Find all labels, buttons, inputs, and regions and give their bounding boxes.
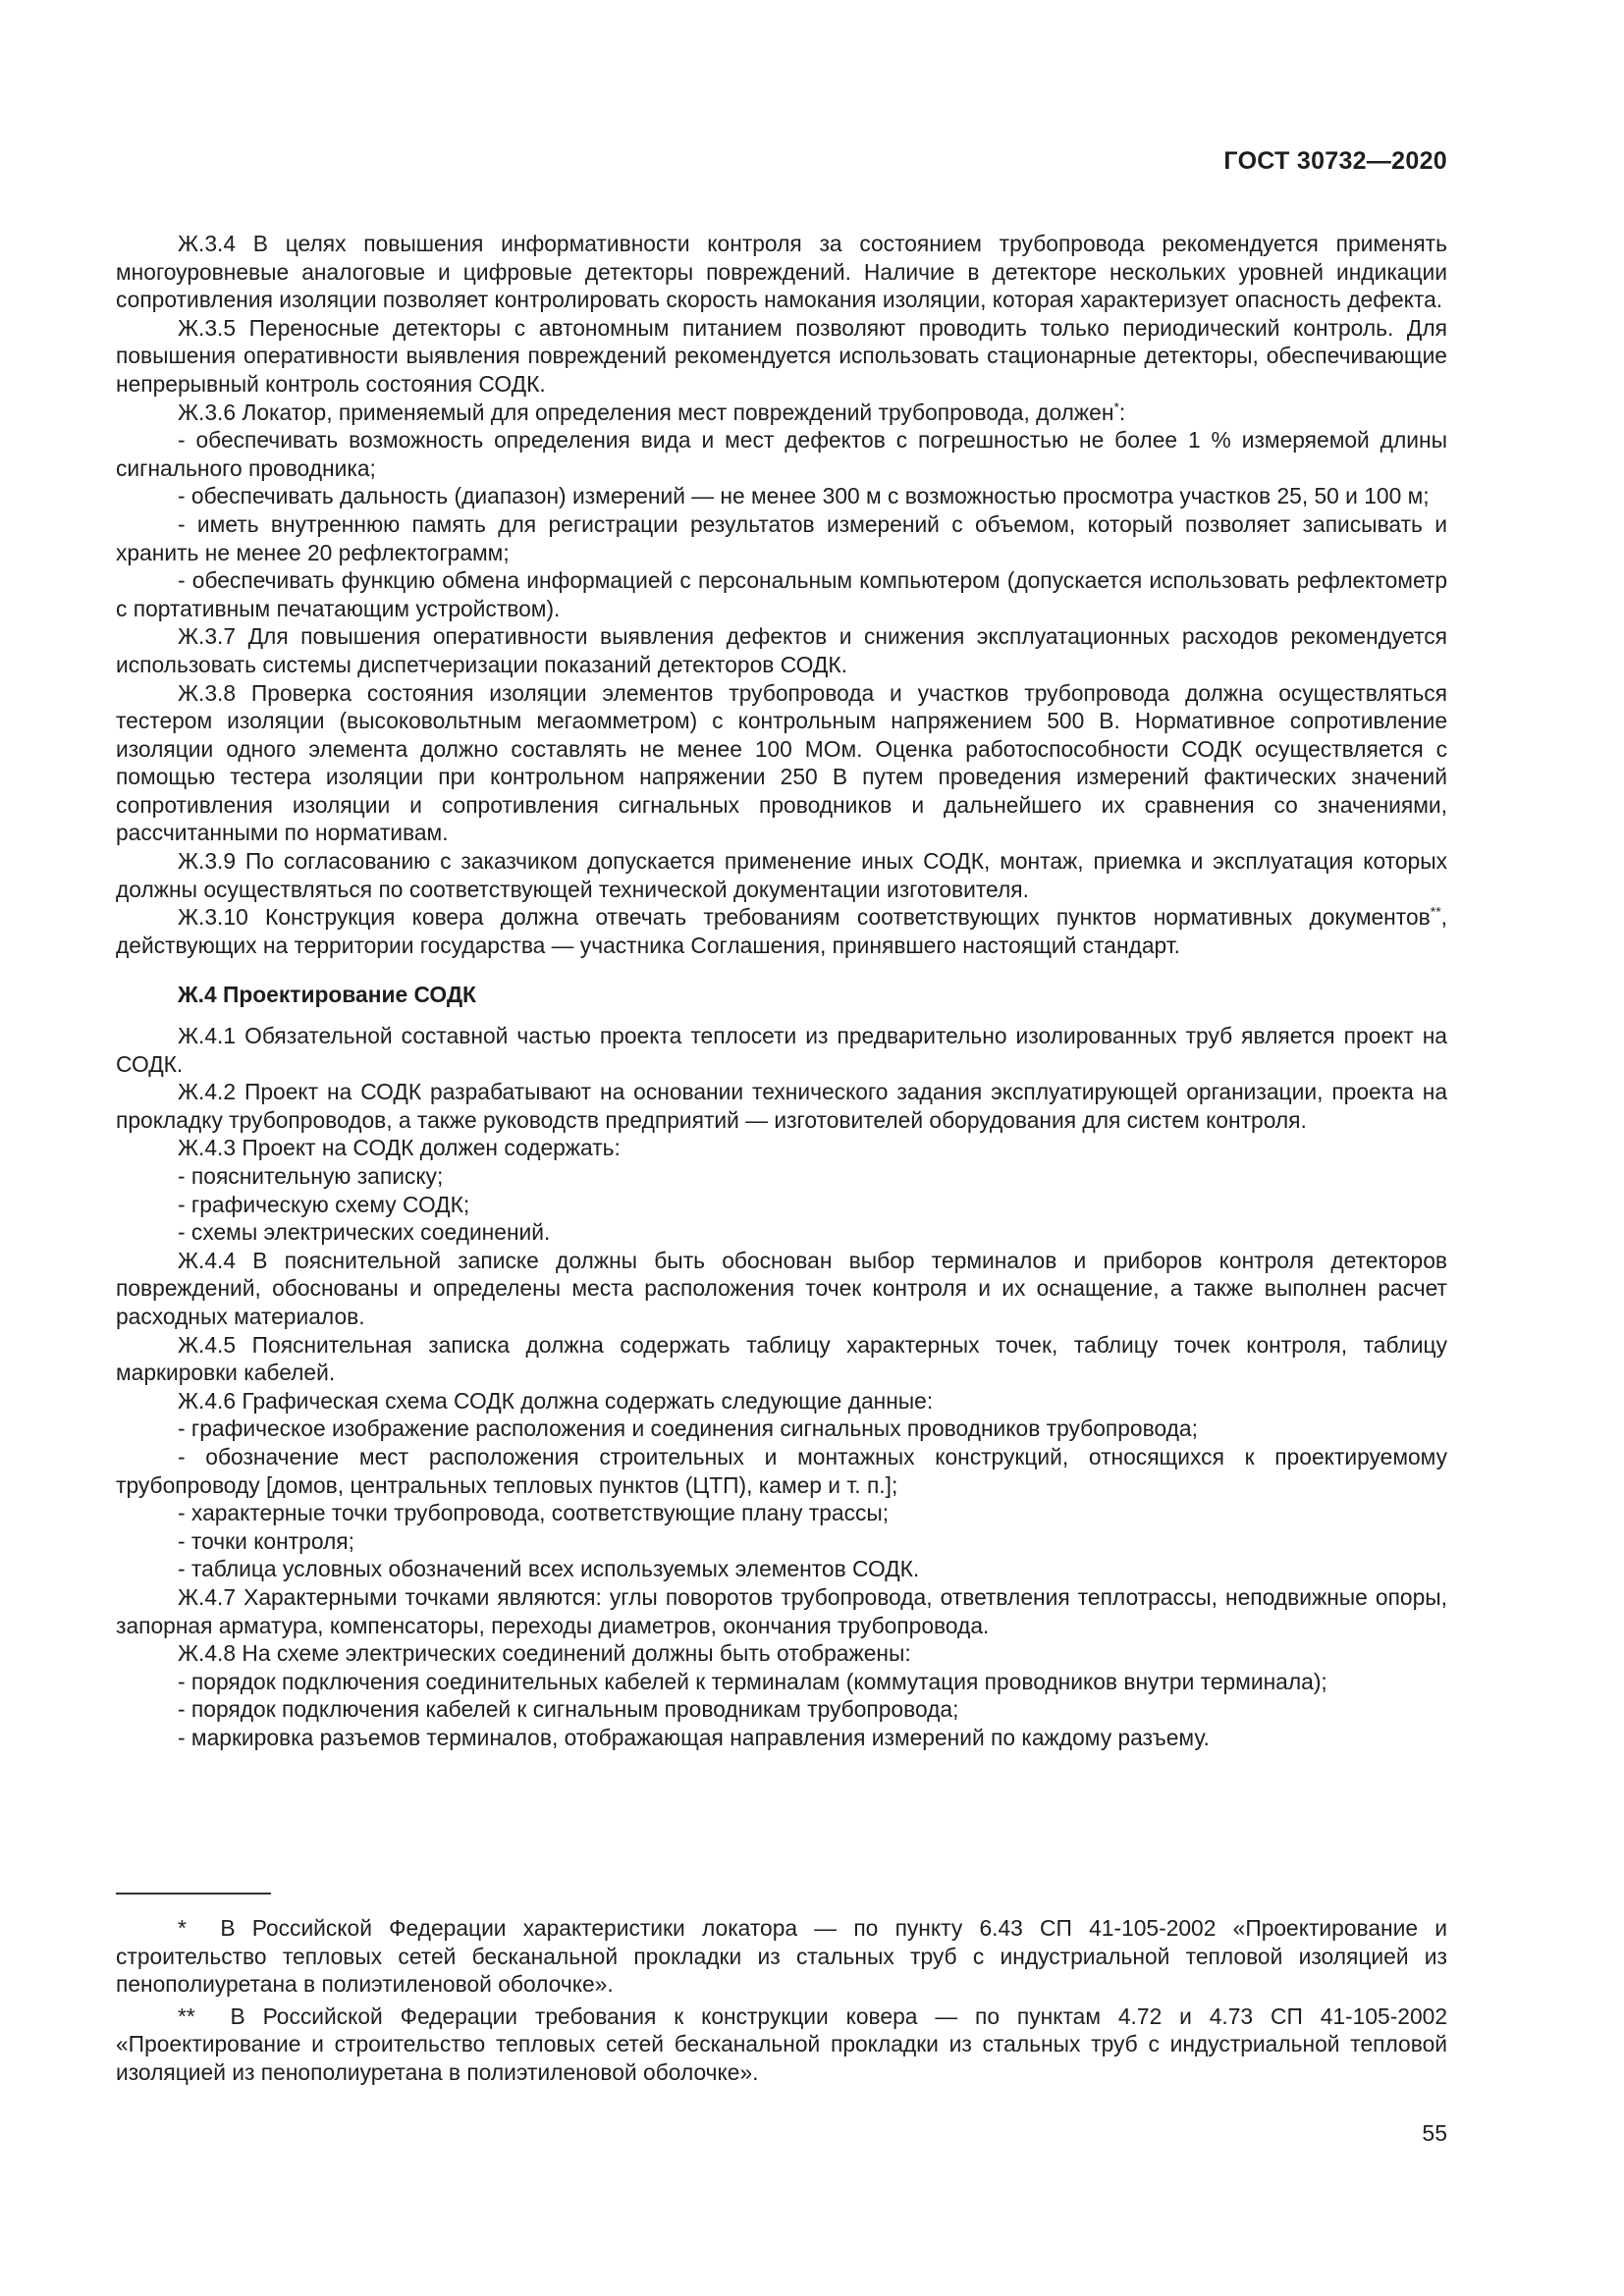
paragraph-text: - схемы электрических соединений. (178, 1219, 551, 1246)
paragraph-text: Ж.3.6 Локатор, применяемый для определения мест повреждений трубопровода, должен (178, 399, 1114, 425)
paragraph-text: - пояснительную записку; (178, 1163, 444, 1189)
paragraph-text: - порядок подключения кабелей к сигнальным проводникам трубопровода; (178, 1696, 959, 1723)
paragraph-text: - характерные точки трубопровода, соответствующие плану трассы; (178, 1500, 890, 1526)
paragraph (116, 314, 1447, 399)
paragraph (116, 622, 1447, 678)
paragraph-text: Ж.3.9 По согласованию с заказчиком допускается применение иных СОДК, монтаж, приемка и эксплуатация которых должны осуществляться по соответствующей технической документации изготовителя. (116, 848, 1447, 902)
footnote (116, 2002, 1447, 2087)
paragraph (116, 426, 1447, 482)
paragraph (116, 1583, 1447, 1639)
paragraph (116, 847, 1447, 903)
paragraph (116, 399, 1447, 427)
footnote-mark: * (178, 1915, 187, 1941)
paragraph-text: Ж.3.4 В целях повышения информативности контроля за состоянием трубопровода рекомендуется применять многоуровневые аналоговые и цифровые детекторы повреждений. Наличие в детекторе нескольких уровней индикации сопротивления изоляции позволяет контролировать скорость намокания изоляции, которая характеризует опасность дефекта. (116, 231, 1447, 313)
footnote-mark: ** (178, 2002, 195, 2029)
paragraph (116, 230, 1447, 314)
paragraph (116, 482, 1447, 510)
footnote-separator (116, 1893, 271, 1895)
paragraph (116, 1668, 1447, 1696)
document-code-header: ГОСТ 30732—2020 (1223, 147, 1447, 175)
paragraph-text: - иметь внутреннюю память для регистрации результатов измерений с объемом, который позволяет записывать и хранить не менее 20 рефлектограмм; (116, 510, 1447, 565)
paragraph (116, 1191, 1447, 1219)
paragraph-text: Ж.4.5 Пояснительная записка должна содержать таблицу характерных точек, таблицу точек контроля, таблицу маркировки кабелей. (116, 1331, 1447, 1386)
paragraph (116, 1639, 1447, 1668)
paragraph-text: Ж.4.7 Характерными точками являются: углы поворотов трубопровода, ответвления теплотрассы, неподвижные опоры, запорная арматура, компенсаторы, переходы диаметров, окончания трубопровода. (116, 1583, 1447, 1638)
paragraph-text: Ж.3.10 Конструкция ковера должна отвечать требованиям соответствующих пунктов нормативных документов (178, 904, 1431, 931)
paragraph-text: - графическую схему СОДК; (178, 1191, 470, 1217)
footnotes (116, 1914, 1447, 2091)
paragraph (116, 1162, 1447, 1191)
paragraph-text: Ж.3.7 Для повышения оперативности выявления дефектов и снижения эксплуатационных расходов рекомендуется использовать системы диспетчеризации показаний детекторов СОДК. (116, 623, 1447, 677)
footnote-reference: ** (1430, 903, 1441, 920)
paragraph (116, 566, 1447, 622)
paragraph-text: - таблица условных обозначений всех используемых элементов СОДК. (178, 1556, 920, 1582)
paragraph (116, 1555, 1447, 1583)
paragraph-text: - обеспечивать функцию обмена информацией с персональным компьютером (допускается использовать рефлектометр с портативным печатающим устройством). (116, 567, 1447, 621)
paragraph (116, 1695, 1447, 1724)
paragraph-text: - обозначение мест расположения строительных и монтажных конструкций, относящихся к проектируемому трубопроводу [домов, центральных тепловых пунктов (ЦТП), камер и т. п.]; (116, 1443, 1447, 1498)
paragraph-text: Ж.4 Проектирование СОДК (178, 982, 476, 1008)
paragraph (116, 1527, 1447, 1556)
paragraph-text: Ж.4.3 Проект на СОДК должен содержать: (178, 1135, 621, 1161)
paragraph-text: Ж.4.6 Графическая схема СОДК должна содержать следующие данные: (178, 1387, 934, 1414)
footnote-text: В Российской Федерации требования к конструкции ковера — по пунктам 4.72 и 4.73 СП 41-105-2002 «Проектирование и строительство тепловых сетей бесканальной прокладки из стальных труб с индустриальной тепловой изоляцией из пенополиуретана в полиэтиленовой оболочке». (116, 2002, 1447, 2085)
paragraph-text: Ж.3.8 Проверка состояния изоляции элементов трубопровода и участков трубопровода должна осуществляться тестером изоляции (высоковольтным мегаомметром) с контрольным напряжением 500 В. Нормативное сопротивление изоляции одного элемента должно составлять не менее 100 МОм. Оценка работоспособности СОДК осуществляется с помощью тестера изоляции при контрольном напряжении 250 В путем проведения измерений фактических значений сопротивления изоляции и сопротивления сигнальных проводников и дальнейшего их сравнения со значениями, рассчитанными по нормативам. (116, 679, 1447, 846)
paragraph-text: - порядок подключения соединительных кабелей к терминалам (коммутация проводников внутри терминала); (178, 1668, 1327, 1694)
paragraph-text: - маркировка разъемов терминалов, отображающая направления измерений по каждому разъему. (178, 1724, 1210, 1750)
paragraph (116, 679, 1447, 848)
section-heading (116, 981, 1447, 1009)
paragraph-text: Ж.4.1 Обязательной составной частью проекта теплосети из предварительно изолированных труб является проект на СОДК. (116, 1023, 1447, 1077)
paragraph-text: - обеспечивать возможность определения вида и мест дефектов с погрешностью не более 1 % измеряемой длины сигнального проводника; (116, 427, 1447, 481)
paragraph (116, 1078, 1447, 1134)
paragraph (116, 510, 1447, 566)
paragraph (116, 903, 1447, 959)
paragraph-text: Ж.4.8 На схеме электрических соединений должны быть отображены: (178, 1640, 911, 1667)
paragraph (116, 1218, 1447, 1247)
paragraph (116, 1247, 1447, 1331)
paragraph-text: Ж.4.4 В пояснительной записке должны быть обоснован выбор терминалов и приборов контроля детекторов повреждений, обоснованы и определены места расположения точек контроля и их оснащение, а также выполнен расчет расходных материалов. (116, 1247, 1447, 1329)
footnote-reference: * (1113, 398, 1119, 414)
paragraph (116, 1724, 1447, 1752)
paragraph-text: - графическое изображение расположения и соединения сигнальных проводников трубопровода; (178, 1415, 1198, 1442)
paragraph-text: Ж.3.5 Переносные детекторы с автономным питанием позволяют проводить только периодический контроль. Для повышения оперативности выявления повреждений рекомендуется использовать стационарные детекторы, обеспечивающие непрерывный контроль состояния СОДК. (116, 314, 1447, 397)
footnote (116, 1914, 1447, 1999)
paragraph-text: Ж.4.2 Проект на СОДК разрабатывают на основании технического задания эксплуатирующей организации, проекта на прокладку трубопроводов, а также руководств предприятий — изготовителей оборудования для систем контроля. (116, 1079, 1447, 1133)
page-number: 55 (1422, 2120, 1447, 2146)
paragraph (116, 1443, 1447, 1499)
paragraph (116, 1499, 1447, 1527)
paragraph (116, 1387, 1447, 1415)
paragraph-text: - точки контроля; (178, 1527, 354, 1554)
paragraph-text: - обеспечивать дальность (диапазон) измерений — не менее 300 м с возможностью просмотра участков 25, 50 и 100 м; (178, 483, 1430, 509)
paragraph (116, 1022, 1447, 1078)
paragraph-text-continued: : (1118, 399, 1126, 425)
paragraph-text-continued: , действующих на территории государства — участника Соглашения, принявшего настоящий стандарт. (116, 904, 1447, 958)
paragraph (116, 1331, 1447, 1387)
paragraph (116, 1415, 1447, 1443)
body-text (116, 230, 1447, 1751)
paragraph (116, 1134, 1447, 1162)
footnote-text: В Российской Федерации характеристики локатора — по пункту 6.43 СП 41-105-2002 «Проектирование и строительство тепловых сетей бесканальной прокладки из стальных труб с индустриальной тепловой изоляцией из пенополиуретана в полиэтиленовой оболочке». (116, 1915, 1447, 1998)
